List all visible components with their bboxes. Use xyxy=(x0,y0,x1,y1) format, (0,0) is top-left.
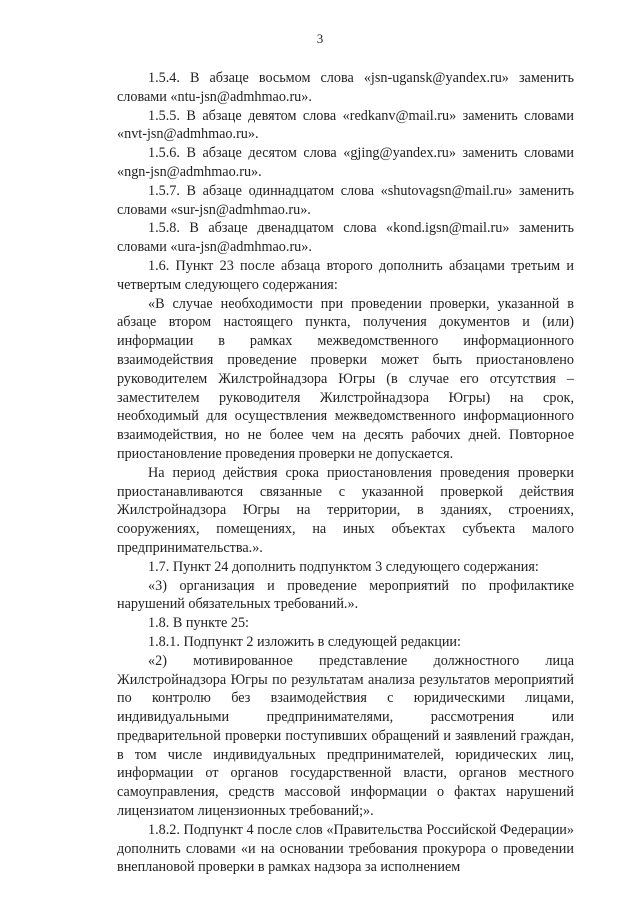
paragraph-1-5-7: 1.5.7. В абзаце одиннадцатом слова «shutovagsn@mail.ru» заменить словами «sur-jsn@admhmao.ru». xyxy=(117,182,574,218)
paragraph-1-7: 1.7. Пункт 24 дополнить подпунктом 3 следующего содержания: xyxy=(148,558,539,575)
paragraph-quote-suspension: «В случае необходимости при проведении проверки, указанной в абзаце втором настоящего пункта, получения документов и (или) информации в рамках межведомственного информационного взаимодействия проведение проверки может быть приостановлено руководителем Жилстройнадзора Югры (в случае его отсутствия – заместителем руководителя Жилстройнадзора Югры) на срок, необходимый для осуществления межведомственного информационного взаимодействия, но не более чем на десять рабочих дней. Повторное приостановление проведения проверки не допускается. xyxy=(117,295,574,462)
paragraph-1-8: 1.8. В пункте 25: xyxy=(148,615,249,632)
paragraph-suspension-period: На период действия срока приостановления проведения проверки приостанавливаются связанные с указанной проверкой действия Жилстройнадзора Югры на территории, в зданиях, строениях, сооружениях, помещениях, на иных объектах субъекта малого предпринимательства.». xyxy=(117,464,574,556)
paragraph-1-8-2: 1.8.2. Подпункт 4 после слов «Правительства Российской Федерации» дополнить словами «и на основании требования прокурора о проведении внеплановой проверки в рамках надзора за исполнением xyxy=(117,821,574,876)
paragraph-1-5-5: 1.5.5. В абзаце девятом слова «redkanv@mail.ru» заменить словами «nvt-jsn@admhmao.ru». xyxy=(117,107,574,143)
paragraph-1-5-4: 1.5.4. В абзаце восьмом слова «jsn-ugansk@yandex.ru» заменить словами «ntu-jsn@admhmao.ru». xyxy=(117,70,574,105)
paragraph-1-8-1: 1.8.1. Подпункт 2 изложить в следующей редакции: xyxy=(148,633,461,650)
paragraph-1-5-8: 1.5.8. В абзаце двенадцатом слова «kond.igsn@mail.ru» заменить словами «ura-jsn@admhmao.ru». xyxy=(117,220,574,256)
page-number: 3 xyxy=(316,31,324,46)
paragraph-subitem-3: «3) организация и проведение мероприятий по профилактике нарушений обязательных требований.». xyxy=(117,577,574,613)
paragraph-1-5-6: 1.5.6. В абзаце десятом слова «gjing@yandex.ru» заменить словами «ngn-jsn@admhmao.ru». xyxy=(117,145,574,180)
document-body xyxy=(117,69,574,877)
paragraph-1-6: 1.6. Пункт 23 после абзаца второго дополнить абзацами третьим и четвертым следующего содержания: xyxy=(117,257,574,293)
paragraph-subitem-2: «2) мотивированное представление должностного лица Жилстройнадзора Югры по результатам анализа результатов мероприятий по контролю без взаимодействия с юридическими лицами, индивидуальными предпринимателями, рассмотрения или предварительной проверки поступивших обращений и заявлений граждан, в том числе индивидуальных предпринимателей, юридических лиц, информации от органов государственной власти, органов местного самоуправления, средств массовой информации о фактах нарушений лицензиатом лицензионных требований;». xyxy=(117,652,574,820)
